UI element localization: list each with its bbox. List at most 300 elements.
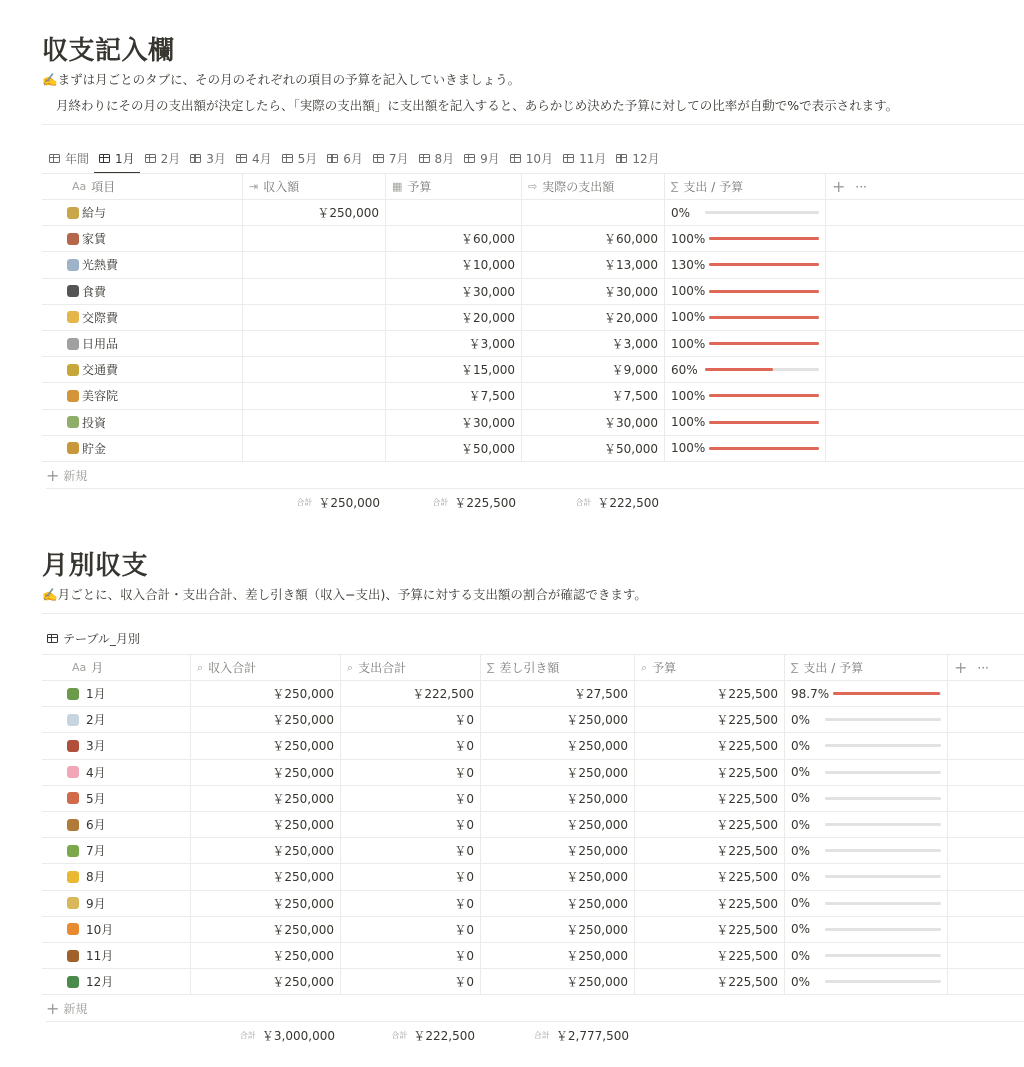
actual-expense-cell[interactable]: ￥3,000 [522, 331, 665, 356]
row-spacer [826, 357, 1024, 382]
budget-cell[interactable]: ￥225,500 [635, 943, 785, 968]
actual-expense-cell[interactable]: ￥60,000 [522, 226, 665, 251]
table-row[interactable] [42, 305, 1024, 331]
table-icon [99, 154, 110, 163]
budget-cell[interactable]: ￥50,000 [386, 436, 522, 461]
income-cell[interactable] [243, 357, 386, 382]
item-name: 光熱費 [82, 258, 119, 273]
ratio-bar [791, 739, 941, 753]
section-title-monthly: 月別収支 [42, 551, 149, 581]
tab-month-8[interactable] [414, 144, 460, 172]
income-total-cell[interactable]: ￥250,000 [191, 838, 341, 863]
tab-month-7[interactable] [368, 144, 414, 172]
expense-total-cell[interactable]: ￥0 [341, 838, 481, 863]
income-total-cell[interactable]: ￥250,000 [191, 943, 341, 968]
ratio-cell [785, 969, 948, 994]
progress-fill [709, 342, 819, 345]
column-header-label: 支出 / 予算 [683, 180, 744, 194]
tab-month-3[interactable] [185, 144, 231, 172]
difference-cell[interactable]: ￥250,000 [481, 838, 635, 863]
budget-cell[interactable]: ￥30,000 [386, 279, 522, 304]
sum-income [42, 1022, 341, 1048]
ratio-bar [671, 206, 819, 220]
expense-total-cell[interactable]: ￥0 [341, 969, 481, 994]
difference-cell[interactable]: ￥250,000 [481, 733, 635, 758]
progress-track [709, 237, 819, 240]
column-header[interactable] [665, 174, 826, 199]
month-name: 8月 [86, 870, 106, 885]
tab-month-11[interactable] [558, 144, 611, 172]
item-name-cell[interactable] [42, 410, 243, 435]
sum-label: 合計 [575, 497, 592, 507]
tab-label: 4月 [251, 151, 272, 166]
sum-value: ￥225,500 [454, 495, 516, 510]
column-type-icon: ⌕ [641, 660, 648, 674]
ratio-bar [791, 791, 941, 805]
month-name-cell[interactable] [42, 681, 191, 706]
item-name: 交通費 [82, 363, 119, 378]
progress-track [825, 954, 941, 957]
budget-cell[interactable]: ￥225,500 [635, 891, 785, 916]
plus-icon[interactable]: + [954, 658, 968, 677]
column-header[interactable] [42, 655, 191, 680]
budget-cell[interactable]: ￥60,000 [386, 226, 522, 251]
item-name-cell[interactable] [42, 200, 243, 225]
item-name: 給与 [82, 206, 107, 221]
difference-cell[interactable]: ￥250,000 [481, 864, 635, 889]
row-spacer [948, 891, 1024, 916]
actual-expense-cell[interactable]: ￥30,000 [522, 410, 665, 435]
income-cell[interactable]: ￥250,000 [243, 200, 386, 225]
tab-month-4[interactable] [231, 144, 277, 172]
table-row[interactable] [42, 891, 1024, 917]
table-label[interactable] [47, 628, 140, 648]
new-row-button[interactable] [46, 995, 1024, 1022]
progress-track [709, 421, 819, 424]
ratio-bar [671, 441, 819, 455]
month-name: 12月 [86, 975, 114, 990]
table-row[interactable] [42, 357, 1024, 383]
row-spacer [826, 226, 1024, 251]
sum-value: ￥2,777,500 [555, 1028, 629, 1043]
item-emoji-icon [67, 207, 79, 219]
ratio-cell [665, 279, 826, 304]
progress-fill [709, 290, 819, 293]
item-emoji-icon [67, 390, 79, 402]
item-emoji-icon [67, 338, 79, 350]
income-total-cell[interactable]: ￥250,000 [191, 760, 341, 785]
table-row[interactable] [42, 383, 1024, 409]
table-row[interactable] [42, 279, 1024, 305]
table-header [42, 174, 1024, 200]
item-name-cell[interactable] [42, 357, 243, 382]
progress-fill [833, 692, 939, 695]
budget-cell[interactable]: ￥7,500 [386, 383, 522, 408]
table-row[interactable] [42, 733, 1024, 759]
progress-track [825, 718, 941, 721]
item-emoji-icon [67, 416, 79, 428]
ratio-percent: 0% [791, 765, 811, 780]
sum-actual [522, 489, 665, 515]
budget-cell[interactable]: ￥225,500 [635, 812, 785, 837]
income-cell[interactable] [243, 226, 386, 251]
table-label-text: テーブル_月別 [63, 631, 140, 646]
month-emoji-icon [67, 819, 79, 831]
progress-track [709, 394, 819, 397]
item-name-cell[interactable] [42, 279, 243, 304]
ratio-percent: 100% [671, 284, 706, 299]
plus-icon[interactable]: + [832, 177, 846, 196]
column-header[interactable] [341, 655, 481, 680]
budget-cell[interactable]: ￥225,500 [635, 864, 785, 889]
actual-expense-cell[interactable]: ￥13,000 [522, 252, 665, 277]
expense-total-cell[interactable]: ￥0 [341, 786, 481, 811]
ratio-cell [665, 252, 826, 277]
ratio-cell [785, 838, 948, 863]
income-total-cell[interactable]: ￥250,000 [191, 864, 341, 889]
difference-cell[interactable]: ￥250,000 [481, 707, 635, 732]
income-total-cell[interactable]: ￥250,000 [191, 786, 341, 811]
ratio-cell [785, 917, 948, 942]
tab-annual[interactable] [44, 144, 94, 172]
tab-month-2[interactable] [140, 144, 186, 172]
month-name: 3月 [86, 739, 106, 754]
budget-cell[interactable]: ￥225,500 [635, 786, 785, 811]
ratio-cell [785, 864, 948, 889]
tab-label: 10月 [525, 151, 554, 166]
table-icon [616, 154, 627, 163]
income-cell[interactable] [243, 436, 386, 461]
ratio-percent: 100% [671, 415, 706, 430]
new-row-button[interactable] [46, 462, 1024, 489]
month-name-cell[interactable] [42, 838, 191, 863]
progress-fill [705, 368, 773, 371]
budget-cell[interactable] [386, 200, 522, 225]
ratio-bar [671, 232, 819, 246]
expense-total-cell[interactable]: ￥0 [341, 760, 481, 785]
month-name: 5月 [86, 791, 106, 806]
ratio-bar [791, 975, 941, 989]
column-header-label: 実際の支出額 [542, 180, 615, 194]
income-cell[interactable] [243, 383, 386, 408]
row-spacer [948, 917, 1024, 942]
sum-value: ￥250,000 [318, 495, 380, 510]
ratio-percent: 100% [671, 388, 706, 403]
ratio-percent: 100% [671, 231, 706, 246]
ratio-cell [785, 681, 948, 706]
divider [42, 613, 1024, 614]
progress-track [705, 368, 819, 371]
difference-cell[interactable]: ￥250,000 [481, 891, 635, 916]
difference-cell[interactable]: ￥27,500 [481, 681, 635, 706]
month-emoji-icon [67, 845, 79, 857]
table-icon [49, 154, 60, 163]
ratio-cell [665, 200, 826, 225]
ratio-cell [785, 812, 948, 837]
tab-month-10[interactable] [505, 144, 558, 172]
month-name: 11月 [86, 949, 114, 964]
expense-total-cell[interactable]: ￥0 [341, 891, 481, 916]
table-row[interactable] [42, 838, 1024, 864]
budget-cell[interactable]: ￥225,500 [635, 733, 785, 758]
tab-label: 年間 [65, 151, 90, 166]
column-header-label: 月 [91, 661, 104, 675]
table-row[interactable] [42, 681, 1024, 707]
tab-label: 3月 [206, 151, 226, 166]
actual-expense-cell[interactable] [522, 200, 665, 225]
table-row[interactable] [42, 812, 1024, 838]
item-name-cell[interactable] [42, 226, 243, 251]
income-total-cell[interactable]: ￥250,000 [191, 917, 341, 942]
budget-cell[interactable]: ￥30,000 [386, 410, 522, 435]
table-row[interactable] [42, 410, 1024, 436]
month-emoji-icon [67, 688, 79, 700]
row-spacer [948, 812, 1024, 837]
month-name-cell[interactable] [42, 786, 191, 811]
table-icon [190, 154, 201, 163]
actual-expense-cell[interactable]: ￥20,000 [522, 305, 665, 330]
month-name-cell[interactable] [42, 891, 191, 916]
item-emoji-icon [67, 311, 79, 323]
budget-cell[interactable]: ￥15,000 [386, 357, 522, 382]
budget-cell[interactable]: ￥225,500 [635, 681, 785, 706]
table-row[interactable] [42, 786, 1024, 812]
month-name-cell[interactable] [42, 969, 191, 994]
column-header[interactable] [191, 655, 341, 680]
item-name-cell[interactable] [42, 436, 243, 461]
budget-cell[interactable]: ￥225,500 [635, 969, 785, 994]
income-total-cell[interactable]: ￥250,000 [191, 733, 341, 758]
expense-total-cell[interactable]: ￥0 [341, 917, 481, 942]
column-header-label: 収入額 [263, 180, 300, 194]
table-icon [464, 154, 475, 163]
item-emoji-icon [67, 442, 79, 454]
tab-month-6[interactable] [322, 144, 368, 172]
table-row[interactable] [42, 252, 1024, 278]
expense-total-cell[interactable]: ￥0 [341, 733, 481, 758]
ratio-bar [791, 949, 941, 963]
actual-expense-cell[interactable]: ￥9,000 [522, 357, 665, 382]
month-emoji-icon [67, 740, 79, 752]
ratio-percent: 0% [791, 922, 811, 937]
item-emoji-icon [67, 259, 79, 271]
month-emoji-icon [67, 897, 79, 909]
item-name-cell[interactable] [42, 305, 243, 330]
expense-total-cell[interactable]: ￥0 [341, 707, 481, 732]
month-emoji-icon [67, 792, 79, 804]
sum-label: 合計 [432, 497, 449, 507]
ratio-cell [785, 733, 948, 758]
progress-track [825, 875, 941, 878]
column-header-label: 予算 [652, 661, 677, 675]
ratio-cell [665, 383, 826, 408]
tab-month-12[interactable] [611, 144, 664, 172]
ratio-cell [785, 707, 948, 732]
ratio-bar [791, 713, 941, 727]
column-header-label: 収入合計 [208, 661, 257, 675]
ratio-cell [665, 410, 826, 435]
month-name-cell[interactable] [42, 917, 191, 942]
column-header[interactable] [785, 655, 948, 680]
ratio-percent: 0% [671, 205, 691, 220]
month-name-cell[interactable] [42, 943, 191, 968]
actual-expense-cell[interactable]: ￥30,000 [522, 279, 665, 304]
column-header-label: 支出 / 予算 [803, 661, 864, 675]
income-total-cell[interactable]: ￥250,000 [191, 812, 341, 837]
ellipsis-icon[interactable]: ··· [855, 179, 867, 194]
column-header[interactable] [635, 655, 785, 680]
row-spacer [826, 252, 1024, 277]
tab-label: 1月 [115, 151, 135, 166]
tab-month-9[interactable] [459, 144, 505, 172]
expense-total-cell[interactable]: ￥0 [341, 812, 481, 837]
income-total-cell[interactable]: ￥250,000 [191, 969, 341, 994]
ratio-percent: 0% [791, 712, 811, 727]
difference-cell[interactable]: ￥250,000 [481, 812, 635, 837]
expense-total-cell[interactable]: ￥0 [341, 864, 481, 889]
difference-cell[interactable]: ￥250,000 [481, 917, 635, 942]
progress-track [825, 980, 941, 983]
column-type-icon: ∑ [671, 180, 679, 193]
difference-cell[interactable]: ￥250,000 [481, 943, 635, 968]
table-row[interactable] [42, 226, 1024, 252]
ratio-bar [791, 922, 941, 936]
item-name-cell[interactable] [42, 383, 243, 408]
income-cell[interactable] [243, 252, 386, 277]
column-header[interactable] [42, 174, 243, 199]
sum-label: 合計 [239, 1030, 256, 1040]
item-name: 美容院 [82, 389, 119, 404]
tab-month-1[interactable] [94, 144, 140, 172]
ratio-bar [671, 258, 819, 272]
description-line-1: ✍️まずは月ごとのタブに、その月のそれぞれの項目の予算を記入していきましょう。 [42, 72, 521, 87]
header-actions [948, 655, 1024, 680]
ratio-bar [671, 284, 819, 298]
ratio-cell [665, 436, 826, 461]
expense-total-cell[interactable]: ￥0 [341, 943, 481, 968]
ratio-percent: 0% [791, 817, 811, 832]
budget-cell[interactable]: ￥225,500 [635, 917, 785, 942]
row-spacer [948, 969, 1024, 994]
table-row[interactable] [42, 436, 1024, 462]
table-row[interactable] [42, 969, 1024, 995]
income-total-cell[interactable]: ￥250,000 [191, 891, 341, 916]
monthly-description: ✍️月ごとに、収入合計・支出合計、差し引き額（収入−支出)、予算に対する支出額の割合が確認できます。 [42, 587, 647, 602]
budget-cell[interactable]: ￥225,500 [635, 838, 785, 863]
progress-track [709, 290, 819, 293]
row-spacer [948, 786, 1024, 811]
income-cell[interactable] [243, 279, 386, 304]
month-emoji-icon [67, 766, 79, 778]
month-emoji-icon [67, 923, 79, 935]
expense-total-cell[interactable]: ￥222,500 [341, 681, 481, 706]
table-row[interactable] [42, 760, 1024, 786]
sum-diff [481, 1022, 635, 1048]
month-name-cell[interactable] [42, 733, 191, 758]
ratio-cell [785, 943, 948, 968]
table-row[interactable] [42, 200, 1024, 226]
income-cell[interactable] [243, 410, 386, 435]
column-header[interactable] [481, 655, 635, 680]
ratio-bar [671, 337, 819, 351]
budget-cell[interactable]: ￥20,000 [386, 305, 522, 330]
column-type-icon: Aa [72, 180, 87, 193]
ratio-cell [665, 357, 826, 382]
column-type-icon: ⌕ [197, 660, 204, 674]
budget-cell[interactable]: ￥225,500 [635, 707, 785, 732]
month-name: 7月 [86, 844, 106, 859]
row-spacer [948, 943, 1024, 968]
month-name: 1月 [86, 687, 106, 702]
table-row[interactable] [42, 331, 1024, 357]
ellipsis-icon[interactable]: ··· [977, 660, 989, 675]
income-total-cell[interactable]: ￥250,000 [191, 681, 341, 706]
month-name-cell[interactable] [42, 707, 191, 732]
column-header[interactable] [243, 174, 386, 199]
column-header[interactable] [386, 174, 522, 199]
item-name: 貯金 [82, 441, 107, 456]
table-icon [563, 154, 574, 163]
income-cell[interactable] [243, 331, 386, 356]
progress-track [825, 849, 941, 852]
column-type-icon: ⇥ [249, 180, 259, 193]
row-spacer [826, 200, 1024, 225]
sum-value: ￥222,500 [597, 495, 659, 510]
table-row[interactable] [42, 864, 1024, 890]
column-type-icon: ⇨ [528, 180, 538, 193]
plus-icon: + [46, 998, 60, 1018]
income-cell[interactable] [243, 305, 386, 330]
month-name-cell[interactable] [42, 864, 191, 889]
item-name-cell[interactable] [42, 331, 243, 356]
ratio-percent: 0% [791, 869, 811, 884]
actual-expense-cell[interactable]: ￥7,500 [522, 383, 665, 408]
table-header [42, 655, 1024, 681]
table-icon [327, 154, 338, 163]
item-emoji-icon [67, 233, 79, 245]
row-spacer [948, 707, 1024, 732]
tab-label: 11月 [579, 151, 607, 166]
progress-track [825, 744, 941, 747]
sum-label: 合計 [533, 1030, 550, 1040]
ratio-cell [665, 331, 826, 356]
header-actions [826, 174, 1024, 199]
difference-cell[interactable]: ￥250,000 [481, 786, 635, 811]
actual-expense-cell[interactable]: ￥50,000 [522, 436, 665, 461]
table-row[interactable] [42, 707, 1024, 733]
difference-cell[interactable]: ￥250,000 [481, 760, 635, 785]
ratio-bar [791, 870, 941, 884]
month-name-cell[interactable] [42, 812, 191, 837]
income-total-cell[interactable]: ￥250,000 [191, 707, 341, 732]
table-row[interactable] [42, 943, 1024, 969]
row-spacer [826, 331, 1024, 356]
table-row[interactable] [42, 917, 1024, 943]
tab-month-5[interactable] [277, 144, 323, 172]
item-name: 家賃 [82, 232, 107, 247]
ratio-percent: 0% [791, 791, 811, 806]
difference-cell[interactable]: ￥250,000 [481, 969, 635, 994]
budget-cell[interactable]: ￥225,500 [635, 760, 785, 785]
month-name-cell[interactable] [42, 760, 191, 785]
column-header[interactable] [522, 174, 665, 199]
budget-cell[interactable]: ￥10,000 [386, 252, 522, 277]
budget-cell[interactable]: ￥3,000 [386, 331, 522, 356]
summary-row [42, 489, 665, 515]
column-type-icon: ▦ [392, 180, 403, 193]
ratio-percent: 100% [671, 441, 706, 456]
item-name-cell[interactable] [42, 252, 243, 277]
